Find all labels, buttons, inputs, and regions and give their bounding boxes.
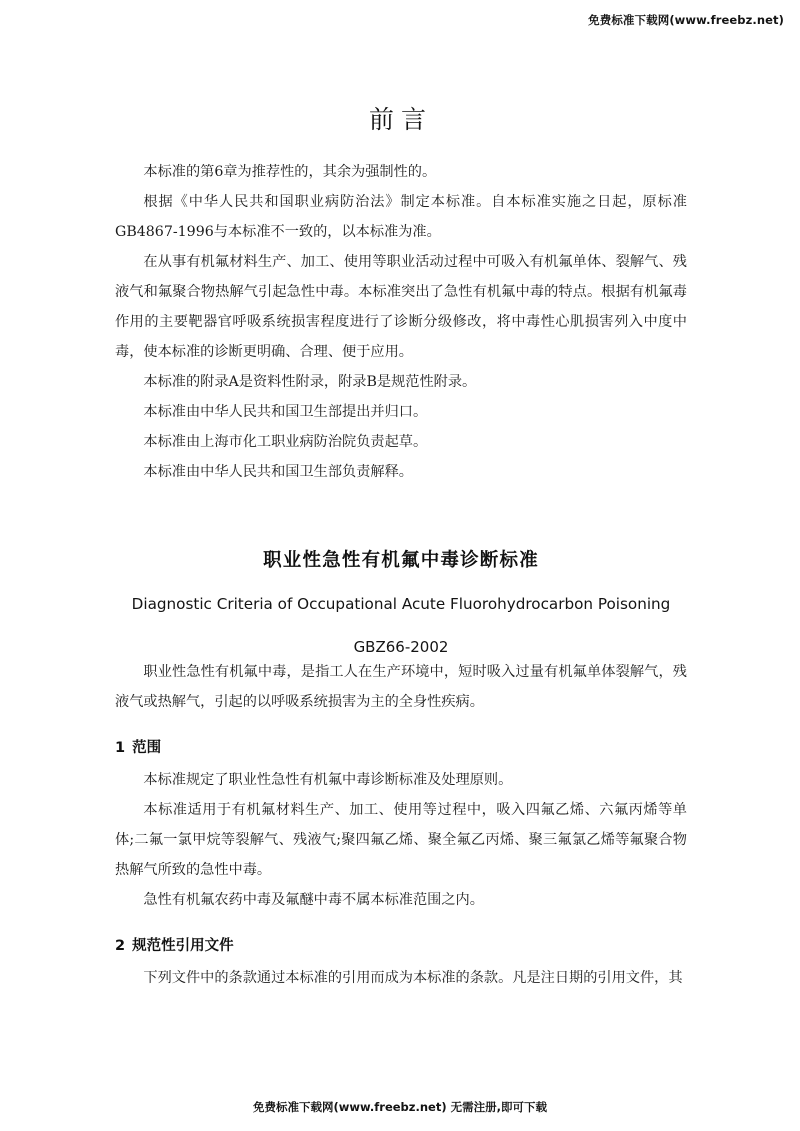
foreword-paragraph-1: 本标准的第6章为推荐性的，其余为强制性的。 xyxy=(143,164,437,180)
document-content xyxy=(115,0,687,993)
section-1-paragraph-2: 本标准适用于有机氟材料生产、加工、使用等过程中，吸入四氟乙烯、六氟丙烯等单体;二氟一氯甲烷等裂解气、残液气;聚四氟乙烯、聚全氟乙丙烯、聚三氟氯乙烯等氟聚合物热解气所致的急性中毒。 xyxy=(115,802,687,879)
section-number-1: 1 xyxy=(115,740,126,757)
section-1-paragraph-3: 急性有机氟农药中毒及氟醚中毒不属本标准范围之内。 xyxy=(143,892,484,909)
foreword-statement-proposer: 本标准由中华人民共和国卫生部提出并归口。 xyxy=(143,404,428,420)
foreword-title: 前言 xyxy=(368,105,433,134)
foreword-statement-interpreter: 本标准由中华人民共和国卫生部负责解释。 xyxy=(143,464,413,480)
section-2-paragraph-1: 下列文件中的条款通过本标准的引用而成为本标准的条款。凡是注日期的引用文件，其 xyxy=(143,970,683,987)
foreword-statement-drafter: 本标准由上海市化工职业病防治院负责起草。 xyxy=(143,434,428,450)
standard-code: GBZ66-2002 xyxy=(353,637,449,656)
foreword-paragraph-2: 根据《中华人民共和国职业病防治法》制定本标准。自本标准实施之日起，原标准GB4867-1996与本标准不一致的，以本标准为准。 xyxy=(115,194,687,240)
section-heading-normative-references xyxy=(115,933,687,959)
foreword-statement-annexes: 本标准的附录A是资料性附录，附录B是规范性附录。 xyxy=(143,374,477,390)
site-watermark-footer: 免费标准下载网(www.freebz.net) 无需注册,即可下载 xyxy=(253,1100,547,1114)
section-number-2: 2 xyxy=(115,938,126,955)
standard-definition-paragraph: 职业性急性有机氟中毒，是指工人在生产环境中，短时吸入过量有机氟单体裂解气，残液气或热解气，引起的以呼吸系统损害为主的全身性疾病。 xyxy=(115,664,687,711)
section-heading-scope xyxy=(115,735,687,761)
standard-title-chinese: 职业性急性有机氟中毒诊断标准 xyxy=(263,550,539,571)
section-title-1: 范围 xyxy=(132,740,162,757)
site-watermark-header: 免费标准下载网(www.freebz.net) xyxy=(588,13,784,27)
standard-title-block xyxy=(115,549,687,657)
section-1-paragraph-1: 本标准规定了职业性急性有机氟中毒诊断标准及处理原则。 xyxy=(143,772,513,789)
section-title-2: 规范性引用文件 xyxy=(132,938,234,955)
foreword-paragraph-3: 在从事有机氟材料生产、加工、使用等职业活动过程中可吸入有机氟单体、裂解气、残液气和氟聚合物热解气引起急性中毒。本标准突出了急性有机氟中毒的特点。根据有机氟毒作用的主要靶器官呼吸系统损害程度进行了诊断分级修改，将中毒性心肌损害列入中度中毒，使本标准的诊断更明确、合理、便于应用。 xyxy=(115,254,687,360)
standard-title-english: Diagnostic Criteria of Occupational Acute Fluorohydrocarbon Poisoning xyxy=(131,595,671,614)
